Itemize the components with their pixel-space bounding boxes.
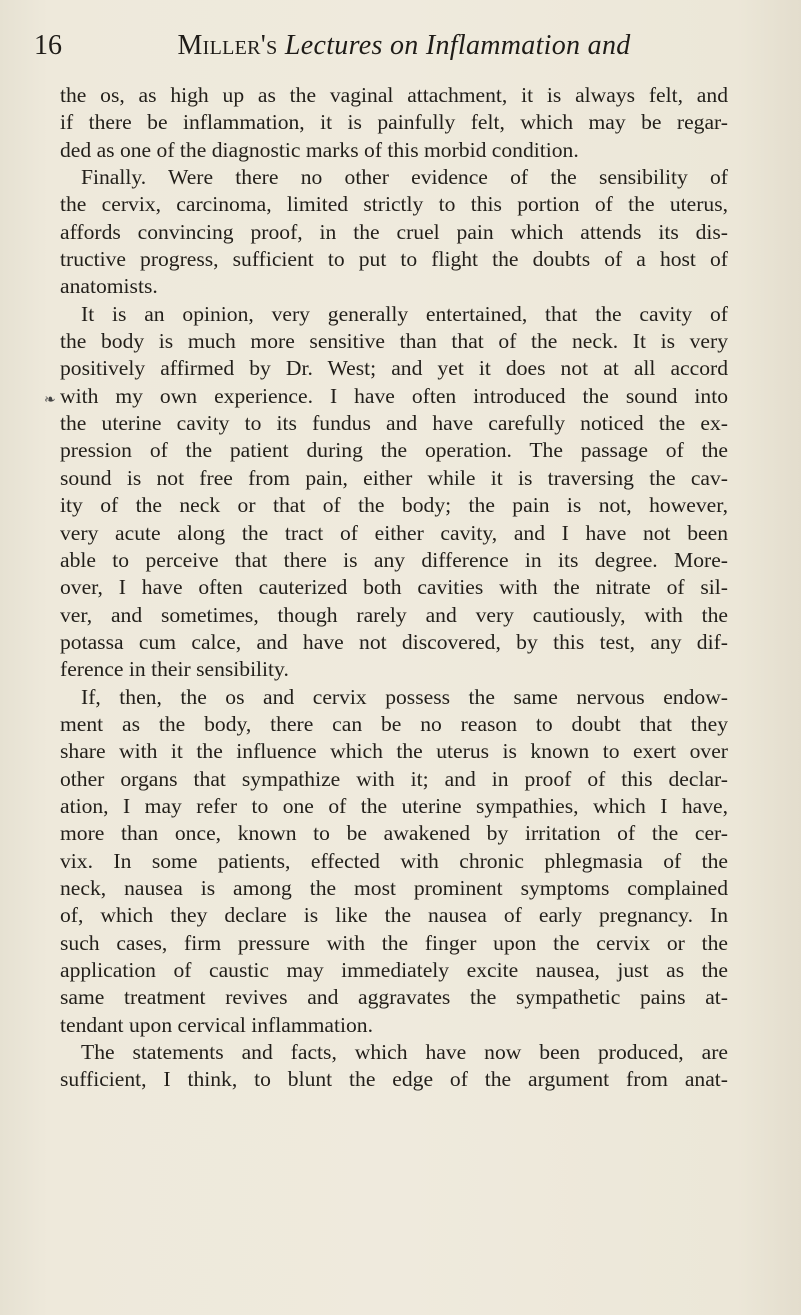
text-line: over, I have often cauterized both cavities with the nitrate of sil- [60,575,728,600]
text-line: sufficient, I think, to blunt the edge of the argument from anat- [60,1067,728,1092]
text-line: tendant upon cervical inflammation. [60,1012,374,1037]
text-line: potassa cum calce, and have not discovered, by this test, any dif- [60,629,728,654]
text-line: ference in their sensibility. [60,657,289,682]
text-line: It is an opinion, very generally entertained, that the cavity of [81,301,728,326]
text-line: ity of the neck or that of the body; the pain is not, however, [60,493,728,518]
text-line: positively affirmed by Dr. West; and yet it does not at all accord [60,356,728,381]
text-line: Finally. Were there no other evidence of the sensibility of [81,165,728,190]
text-line: the body is much more sensitive than that of the neck. It is very [60,329,728,354]
text-line: same treatment revives and aggravates the sympathetic pains at- [60,985,728,1010]
text-line: ver, and sometimes, though rarely and very cautiously, with the [60,602,728,627]
text-line: more than once, known to be awakened by irritation of the cer- [60,821,728,846]
margin-mark: ❧ [44,392,56,408]
text-line: if there be inflammation, it is painfully felt, which may be regar- [60,110,728,135]
text-line: share with it the influence which the uterus is known to exert over [60,739,728,764]
text-line: tructive progress, sufficient to put to flight the doubts of a host of [60,247,728,272]
text-line: application of caustic may immediately excite nausea, just as the [60,958,728,982]
text-line: anatomists. [60,274,158,299]
running-title [34,30,774,62]
text-line: vix. In some patients, effected with chronic phlegmasia of the [60,848,728,873]
text-line: affords convincing proof, in the cruel pain which attends its dis- [60,219,728,244]
text-line: the uterine cavity to its fundus and have carefully noticed the ex- [60,411,728,436]
text-line: other organs that sympathize with it; and in proof of this declar- [60,766,728,791]
text-line: very acute along the tract of either cavity, and I have not been [60,520,728,545]
text-line: ation, I may refer to one of the uterine sympathies, which I have, [60,793,728,818]
header-author: Miller's [177,30,278,61]
text-line: If, then, the os and cervix possess the same nervous endow- [81,684,728,709]
text-line: ded as one of the diagnostic marks of this morbid condition. [60,137,579,162]
page-number: 16 [34,30,62,61]
text-line: pression of the patient during the operation. The passage of the [60,438,728,463]
text-line: of, which they declare is like the nausea of early pregnancy. In [60,903,728,928]
text-line: sound is not free from pain, either while it is traversing the cav- [60,465,728,490]
text-line: such cases, firm pressure with the finger upon the cervix or the [60,930,728,955]
text-line: with my own experience. I have often introduced the sound into [60,383,728,408]
text-line: able to perceive that there is any difference in its degree. More- [60,547,728,572]
header-title: Lectures on Inflammation and [284,30,631,61]
body-text [60,82,728,1094]
text-line: ment as the body, there can be no reason to doubt that they [60,711,728,736]
text-line: neck, nausea is among the most prominent symptoms complained [60,875,728,900]
text-line: the cervix, carcinoma, limited strictly to this portion of the uterus, [60,192,728,217]
text-line: the os, as high up as the vaginal attachment, it is always felt, and [60,83,728,107]
text-line: The statements and facts, which have now been produced, are [81,1040,728,1065]
running-header [34,30,774,70]
